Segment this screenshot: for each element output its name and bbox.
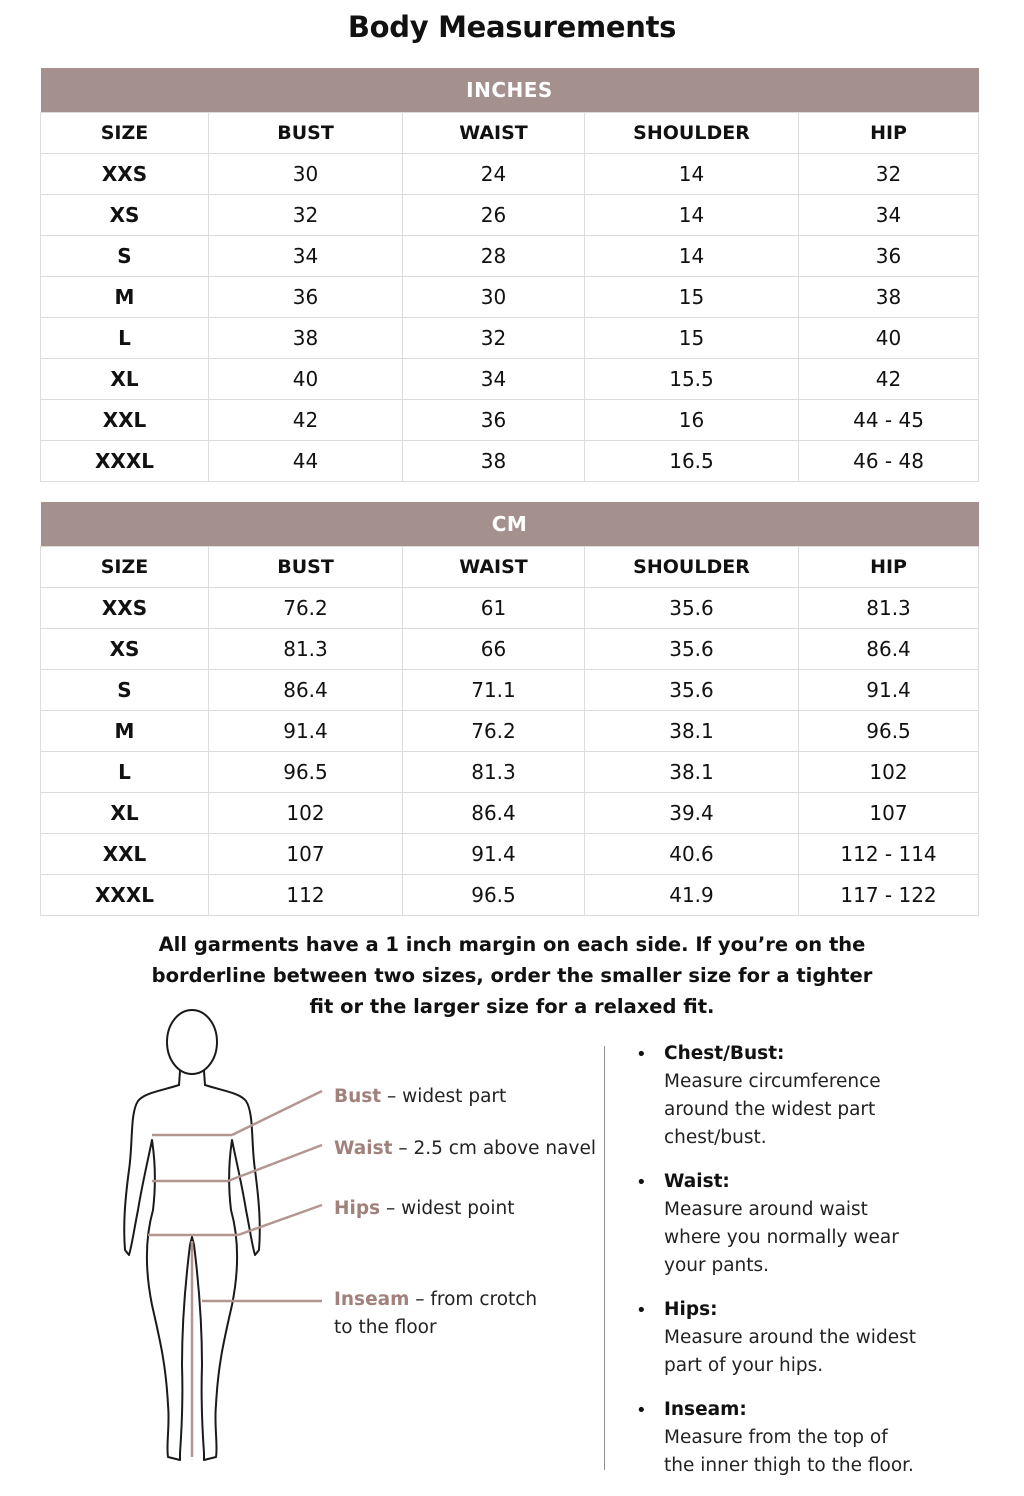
measurement-cell: 36 bbox=[403, 400, 585, 441]
measurement-cell: 14 bbox=[585, 236, 799, 277]
bullet-icon: • bbox=[636, 1300, 647, 1321]
fit-note-line: borderline between two sizes, order the smaller size for a tighter bbox=[151, 964, 873, 987]
measurement-cell: 38.1 bbox=[585, 752, 799, 793]
tip-heading: Inseam: bbox=[664, 1399, 747, 1420]
table-row bbox=[41, 629, 979, 670]
tip-text-line: part of your hips. bbox=[664, 1355, 824, 1376]
bullet-icon: • bbox=[636, 1044, 647, 1065]
measurement-tips-list bbox=[636, 1040, 996, 1496]
measurement-cell: 41.9 bbox=[585, 875, 799, 916]
fit-note-line: fit or the larger size for a relaxed fit. bbox=[309, 995, 715, 1018]
size-label-cell: XXL bbox=[41, 834, 209, 875]
size-label-cell: XL bbox=[41, 793, 209, 834]
measurement-cell: 46 - 48 bbox=[799, 441, 979, 482]
inseam-callout-text: – from crotch bbox=[409, 1289, 538, 1310]
measurement-cell: 102 bbox=[799, 752, 979, 793]
tip-text-line: around the widest part bbox=[664, 1099, 876, 1120]
column-header-bust: BUST bbox=[209, 113, 403, 154]
measurement-cell: 40 bbox=[799, 318, 979, 359]
measurement-cell: 35.6 bbox=[585, 629, 799, 670]
measurement-cell: 96.5 bbox=[799, 711, 979, 752]
measurement-cell: 14 bbox=[585, 195, 799, 236]
table-row bbox=[41, 195, 979, 236]
measurement-cell: 91.4 bbox=[403, 834, 585, 875]
measurement-cell: 86.4 bbox=[799, 629, 979, 670]
measurement-cell: 16.5 bbox=[585, 441, 799, 482]
table-row bbox=[41, 154, 979, 195]
measurement-cell: 40.6 bbox=[585, 834, 799, 875]
table-row bbox=[41, 318, 979, 359]
size-label-cell: XXL bbox=[41, 400, 209, 441]
column-header-bust: BUST bbox=[209, 547, 403, 588]
tip-text-line: Measure from the top of bbox=[664, 1427, 888, 1448]
table-row bbox=[41, 236, 979, 277]
measurement-cell: 15.5 bbox=[585, 359, 799, 400]
inches-banner: INCHES bbox=[41, 68, 979, 113]
tip-heading: Chest/Bust: bbox=[664, 1043, 785, 1064]
cm-table-body bbox=[41, 588, 979, 916]
measurement-cell: 86.4 bbox=[209, 670, 403, 711]
measurement-cell: 35.6 bbox=[585, 670, 799, 711]
bullet-icon: • bbox=[636, 1400, 647, 1421]
size-label-cell: XXXL bbox=[41, 441, 209, 482]
tip-text-line: Measure around the widest bbox=[664, 1327, 916, 1348]
measurement-cell: 30 bbox=[403, 277, 585, 318]
measurement-cell: 42 bbox=[799, 359, 979, 400]
tip-item bbox=[636, 1296, 996, 1380]
table-row bbox=[41, 277, 979, 318]
measurement-cell: 44 bbox=[209, 441, 403, 482]
table-row bbox=[41, 793, 979, 834]
column-divider bbox=[604, 1046, 605, 1470]
measurement-cell: 30 bbox=[209, 154, 403, 195]
column-header-size: SIZE bbox=[41, 113, 209, 154]
tip-item bbox=[636, 1040, 996, 1152]
tip-text-line: your pants. bbox=[664, 1255, 770, 1276]
size-label-cell: L bbox=[41, 318, 209, 359]
measurement-cell: 76.2 bbox=[403, 711, 585, 752]
body-figure-illustration bbox=[120, 1005, 600, 1475]
measurement-cell: 16 bbox=[585, 400, 799, 441]
size-label-cell: M bbox=[41, 711, 209, 752]
measurement-cell: 112 bbox=[209, 875, 403, 916]
measurement-cell: 102 bbox=[209, 793, 403, 834]
bust-callout-text: – widest part bbox=[381, 1086, 507, 1107]
tip-text-line: where you normally wear bbox=[664, 1227, 899, 1248]
measurement-cell: 112 - 114 bbox=[799, 834, 979, 875]
measurement-cell: 107 bbox=[799, 793, 979, 834]
measurement-cell: 36 bbox=[799, 236, 979, 277]
size-label-cell: XS bbox=[41, 195, 209, 236]
hips-callout bbox=[334, 1195, 514, 1223]
size-label-cell: XXS bbox=[41, 588, 209, 629]
column-header-hip: HIP bbox=[799, 547, 979, 588]
measurement-cell: 66 bbox=[403, 629, 585, 670]
measurement-cell: 107 bbox=[209, 834, 403, 875]
measurement-cell: 34 bbox=[403, 359, 585, 400]
measurement-cell: 38 bbox=[403, 441, 585, 482]
head-outline bbox=[167, 1010, 217, 1074]
measurement-cell: 81.3 bbox=[799, 588, 979, 629]
measurement-cell: 38 bbox=[799, 277, 979, 318]
bust-callout-label: Bust bbox=[334, 1086, 382, 1107]
measurement-cell: 61 bbox=[403, 588, 585, 629]
table-row bbox=[41, 588, 979, 629]
bullet-icon: • bbox=[636, 1172, 647, 1193]
tip-text-line: Measure around waist bbox=[664, 1199, 868, 1220]
measurement-cell: 76.2 bbox=[209, 588, 403, 629]
table-row bbox=[41, 752, 979, 793]
measurement-cell: 32 bbox=[209, 195, 403, 236]
page-title: Body Measurements bbox=[347, 10, 677, 44]
inseam-callout-label: Inseam bbox=[334, 1289, 410, 1310]
column-header-shoulder: SHOULDER bbox=[585, 113, 799, 154]
column-header-waist: WAIST bbox=[403, 547, 585, 588]
bust-callout bbox=[334, 1083, 506, 1111]
waist-callout bbox=[334, 1135, 596, 1163]
table-row bbox=[41, 834, 979, 875]
size-label-cell: S bbox=[41, 236, 209, 277]
hips-callout-text: – widest point bbox=[380, 1198, 515, 1219]
measurement-cell: 96.5 bbox=[209, 752, 403, 793]
size-label-cell: L bbox=[41, 752, 209, 793]
tip-text-line: Measure circumference bbox=[664, 1071, 881, 1092]
column-header-shoulder: SHOULDER bbox=[585, 547, 799, 588]
inseam-callout bbox=[334, 1286, 537, 1342]
tip-item bbox=[636, 1168, 996, 1280]
measurement-cell: 36 bbox=[209, 277, 403, 318]
tip-heading: Hips: bbox=[664, 1299, 718, 1320]
hips-callout-label: Hips bbox=[334, 1198, 381, 1219]
measurement-cell: 91.4 bbox=[209, 711, 403, 752]
measurement-cell: 39.4 bbox=[585, 793, 799, 834]
column-header-hip: HIP bbox=[799, 113, 979, 154]
measurement-cell: 34 bbox=[799, 195, 979, 236]
size-label-cell: S bbox=[41, 670, 209, 711]
inseam-callout-text-2: to the floor bbox=[334, 1317, 437, 1338]
measurement-cell: 32 bbox=[403, 318, 585, 359]
measurement-cell: 86.4 bbox=[403, 793, 585, 834]
measurement-cell: 34 bbox=[209, 236, 403, 277]
tip-heading: Waist: bbox=[664, 1171, 730, 1192]
size-label-cell: XXS bbox=[41, 154, 209, 195]
measurement-cell: 32 bbox=[799, 154, 979, 195]
cm-size-table bbox=[40, 502, 979, 916]
table-row bbox=[41, 670, 979, 711]
measurement-cell: 38 bbox=[209, 318, 403, 359]
measurement-cell: 81.3 bbox=[403, 752, 585, 793]
column-header-waist: WAIST bbox=[403, 113, 585, 154]
measurement-cell: 40 bbox=[209, 359, 403, 400]
measurement-cell: 14 bbox=[585, 154, 799, 195]
measurement-cell: 38.1 bbox=[585, 711, 799, 752]
measurement-cell: 42 bbox=[209, 400, 403, 441]
tip-text-line: the inner thigh to the floor. bbox=[664, 1455, 914, 1476]
size-label-cell: XL bbox=[41, 359, 209, 400]
measurement-cell: 35.6 bbox=[585, 588, 799, 629]
table-row bbox=[41, 359, 979, 400]
cm-banner: CM bbox=[41, 502, 979, 547]
measurement-cell: 96.5 bbox=[403, 875, 585, 916]
measurement-cell: 15 bbox=[585, 318, 799, 359]
inches-size-table bbox=[40, 68, 979, 482]
table-row bbox=[41, 711, 979, 752]
waist-callout-label: Waist bbox=[334, 1138, 393, 1159]
measurement-cell: 26 bbox=[403, 195, 585, 236]
tip-text-line: chest/bust. bbox=[664, 1127, 767, 1148]
table-row bbox=[41, 875, 979, 916]
size-label-cell: XS bbox=[41, 629, 209, 670]
table-row bbox=[41, 441, 979, 482]
inches-table-body bbox=[41, 154, 979, 482]
size-label-cell: XXXL bbox=[41, 875, 209, 916]
measurement-cell: 91.4 bbox=[799, 670, 979, 711]
column-header-size: SIZE bbox=[41, 547, 209, 588]
measurement-cell: 117 - 122 bbox=[799, 875, 979, 916]
table-row bbox=[41, 400, 979, 441]
tip-item bbox=[636, 1396, 996, 1480]
measurement-cell: 15 bbox=[585, 277, 799, 318]
measurement-cell: 81.3 bbox=[209, 629, 403, 670]
fit-note-line: All garments have a 1 inch margin on each side. If you’re on the bbox=[158, 933, 866, 956]
measurement-cell: 28 bbox=[403, 236, 585, 277]
waist-callout-text: – 2.5 cm above navel bbox=[392, 1138, 596, 1159]
measurement-cell: 71.1 bbox=[403, 670, 585, 711]
measurement-cell: 24 bbox=[403, 154, 585, 195]
size-label-cell: M bbox=[41, 277, 209, 318]
measurement-cell: 44 - 45 bbox=[799, 400, 979, 441]
